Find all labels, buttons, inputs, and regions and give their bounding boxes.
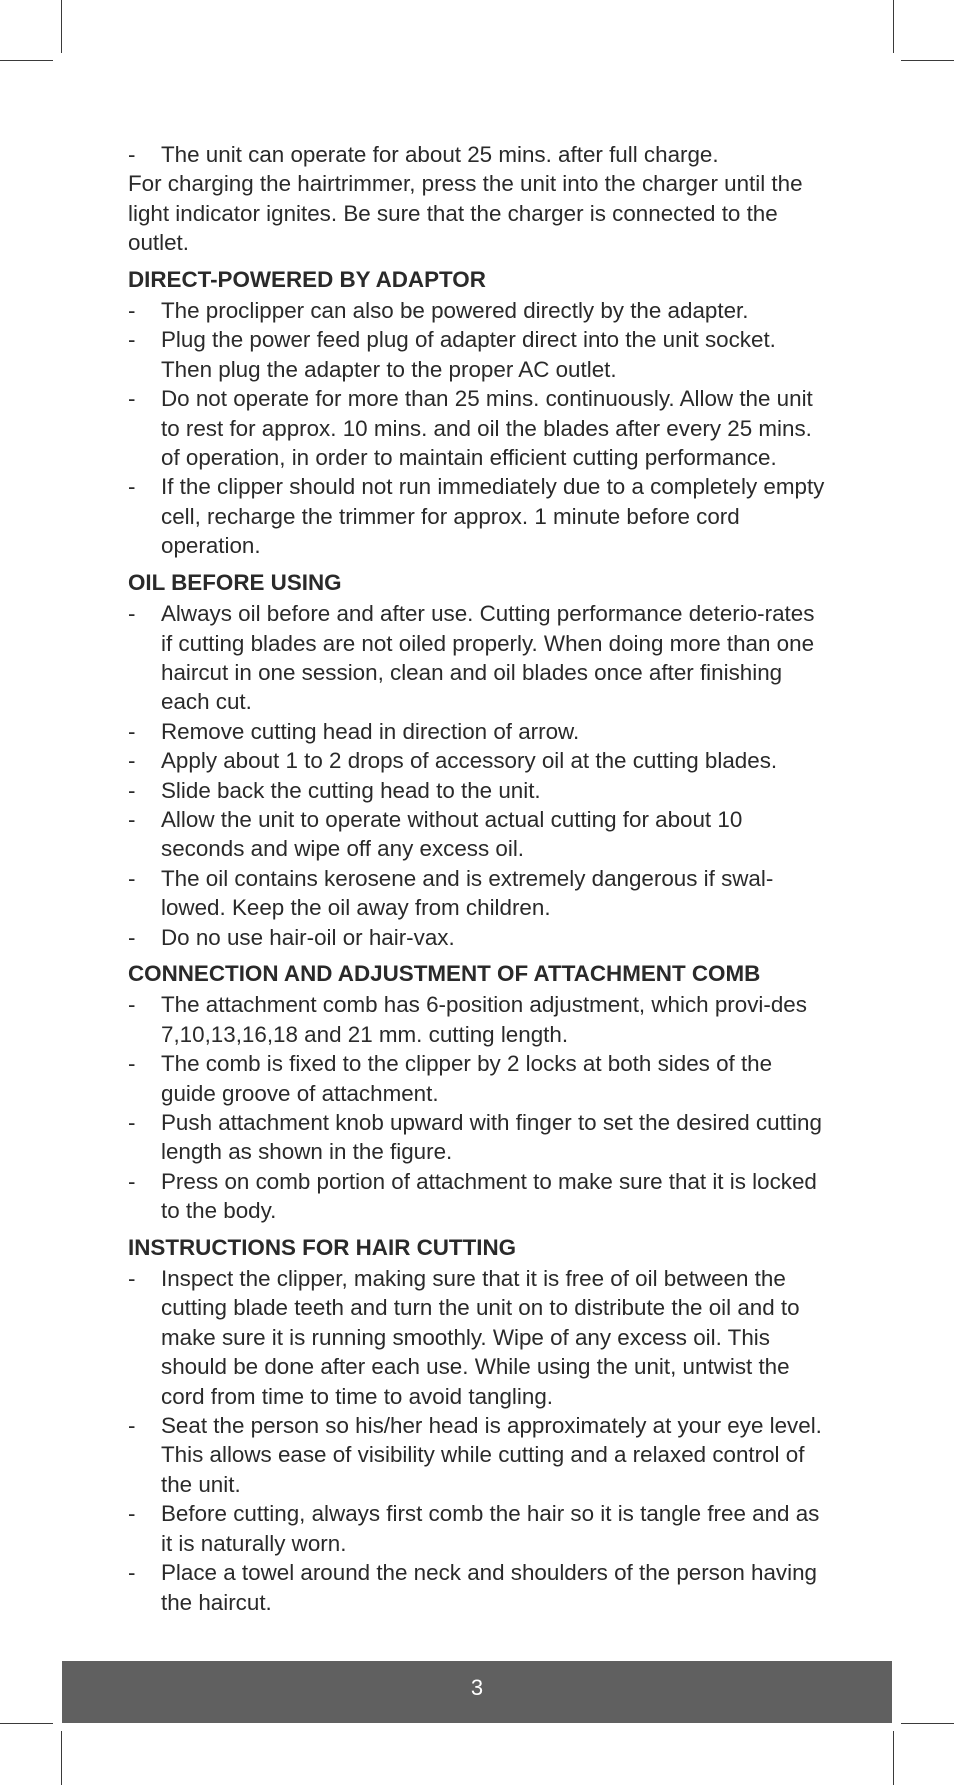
section-heading: INSTRUCTIONS FOR HAIR CUTTING <box>128 1234 517 1260</box>
list-item: - Place a towel around the neck and shoulders of the person having the haircut. <box>128 1558 828 1617</box>
list-item: - If the clipper should not run immediately due to a completely empty cell, recharge the trimmer for approx. 1 minute before cord operation. <box>128 472 828 560</box>
section-list <box>128 296 828 561</box>
intro-paragraph: For charging the hairtrimmer, press the unit into the charger until the light indicator ignites. Be sure that the charger is connected to the outlet. <box>128 171 803 256</box>
list-item: - The oil contains kerosene and is extremely dangerous if swal-lowed. Keep the oil away from children. <box>128 864 828 923</box>
crop-mark <box>901 60 954 61</box>
section-list <box>128 599 828 952</box>
list-item: - Seat the person so his/her head is approximately at your eye level. This allows ease of visibility while cutting and a relaxed control of the unit. <box>128 1411 828 1499</box>
intro-item-text: The unit can operate for about 25 mins. after full charge. <box>161 142 719 167</box>
list-item: - The attachment comb has 6-position adjustment, which provi-des 7,10,13,16,18 and 21 mm. cutting length. <box>128 990 828 1049</box>
list-item: - Allow the unit to operate without actual cutting for about 10 seconds and wipe off any excess oil. <box>128 805 828 864</box>
list-item: - Do not operate for more than 25 mins. continuously. Allow the unit to rest for approx. 10 mins. and oil the blades after every 25 mins. of operation, in order to maintain efficient cutting performance. <box>128 384 828 472</box>
list-item: - Press on comb portion of attachment to make sure that it is locked to the body. <box>128 1167 828 1226</box>
section-heading: CONNECTION AND ADJUSTMENT OF ATTACHMENT COMB <box>128 960 761 986</box>
crop-mark <box>61 1731 62 1785</box>
list-item: - Remove cutting head in direction of arrow. <box>128 717 828 746</box>
crop-mark <box>893 0 894 53</box>
section-list <box>128 990 828 1225</box>
page-footer <box>62 1661 892 1723</box>
section-heading: OIL BEFORE USING <box>128 569 342 595</box>
list-item: - Slide back the cutting head to the unit. <box>128 776 828 805</box>
crop-mark <box>61 0 62 53</box>
document-body <box>128 140 828 1617</box>
list-item: - Push attachment knob upward with finger to set the desired cutting length as shown in the figure. <box>128 1108 828 1167</box>
crop-mark <box>0 1723 53 1724</box>
list-item: - Apply about 1 to 2 drops of accessory oil at the cutting blades. <box>128 746 828 775</box>
list-item: - Do no use hair-oil or hair-vax. <box>128 923 828 952</box>
bullet-dash: - <box>128 142 136 167</box>
crop-mark <box>0 60 53 61</box>
crop-mark <box>901 1723 954 1724</box>
section-list <box>128 1264 828 1617</box>
list-item: - The comb is fixed to the clipper by 2 locks at both sides of the guide groove of attachment. <box>128 1049 828 1108</box>
section-heading: DIRECT-POWERED BY ADAPTOR <box>128 266 486 292</box>
list-item: - Before cutting, always first comb the hair so it is tangle free and as it is naturally worn. <box>128 1499 828 1558</box>
list-item: - Plug the power feed plug of adapter direct into the unit socket. Then plug the adapter to the proper AC outlet. <box>128 325 828 384</box>
list-item: - Always oil before and after use. Cutting performance deterio-rates if cutting blades are not oiled properly. When doing more than one haircut in one session, clean and oil blades once after finishing each cut. <box>128 599 828 717</box>
intro-item <box>128 140 828 169</box>
list-item: - Inspect the clipper, making sure that it is free of oil between the cutting blade teeth and turn the unit on to distribute the oil and to make sure it is running smoothly. Wipe of any excess oil. This should be done after each use. While using the unit, untwist the cord from time to time to avoid tangling. <box>128 1264 828 1411</box>
list-item: - The proclipper can also be powered directly by the adapter. <box>128 296 828 325</box>
crop-mark <box>893 1731 894 1785</box>
page-number: 3 <box>470 1675 484 1700</box>
